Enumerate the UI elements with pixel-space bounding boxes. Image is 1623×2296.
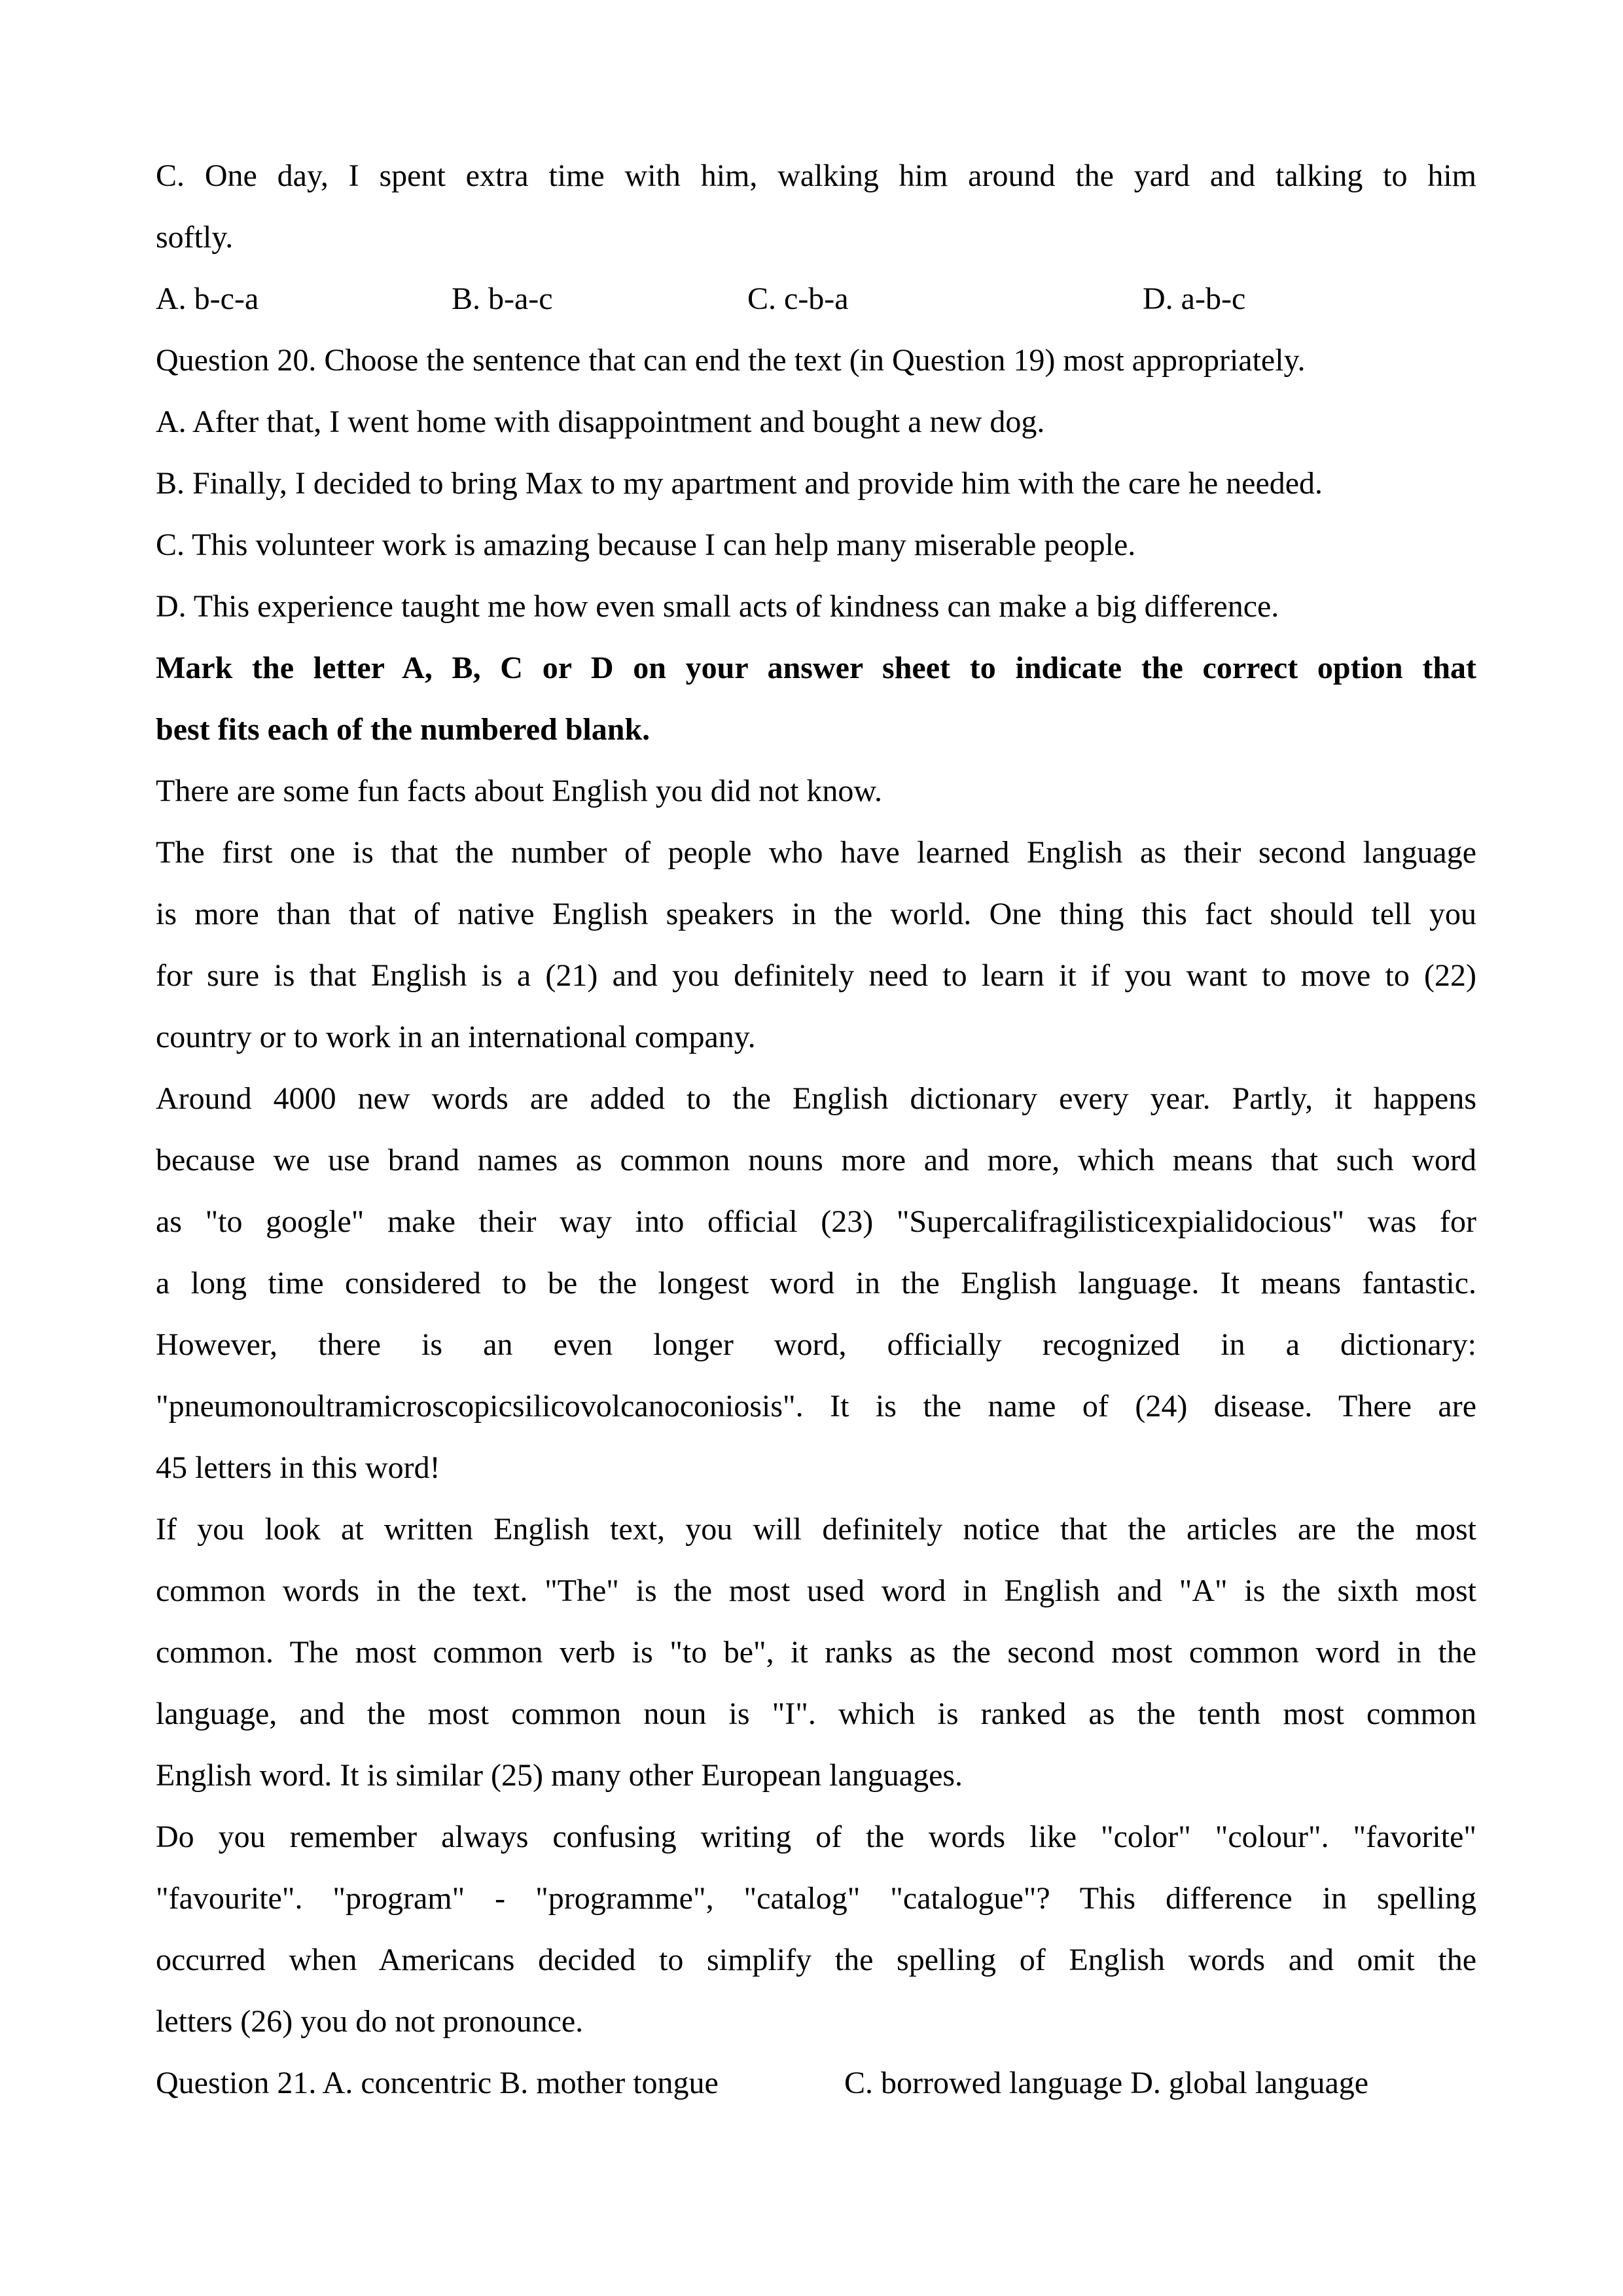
passage-p1-line3: for sure is that English is a (21) and you definitely need to learn it if you want to move to (22) [156,958,1476,993]
q21-rest: C. borrowed language D. global language [844,2066,1369,2100]
passage-p3-line2: common words in the text. "The" is the most used word in English and "A" is the sixth most [156,1573,1476,1608]
q19-answer-row [156,268,1476,330]
passage-p3-line5: English word. It is similar (25) many other European languages. [156,1758,963,1793]
q20-option-d: D. This experience taught me how even small acts of kindness can make a big difference. [156,589,1279,624]
passage-p2-line5: However, there is an even longer word, officially recognized in a dictionary: [156,1327,1476,1362]
q19-answer-c: C. c-b-a [747,281,849,316]
passage-p1-line2: is more than that of native English speakers in the world. One thing this fact should tell you [156,897,1476,931]
q21-label: Question 21. A. concentric B. mother tongue [156,2066,719,2100]
passage-p2-line3: as "to google" make their way into official (23) "Supercalifragilisticexpialidocious" was for [156,1204,1476,1239]
q20-option-a: A. After that, I went home with disappointment and bought a new dog. [156,404,1045,439]
passage-p4-line2: "favourite". "program" - "programme", "catalog" "catalogue"? This difference in spelling [156,1881,1476,1916]
passage-p2-line2: because we use brand names as common nouns more and more, which means that such word [156,1143,1476,1177]
q21-row [156,2053,1476,2114]
passage-p4-line3: occurred when Americans decided to simplify the spelling of English words and omit the [156,1943,1476,1977]
passage-p3-line1: If you look at written English text, you will definitely notice that the articles are the most [156,1512,1476,1547]
q19-answer-d: D. a-b-c [1143,281,1246,316]
passage-p4-line4: letters (26) you do not pronounce. [156,2004,584,2039]
passage-p2-line7: 45 letters in this word! [156,1450,440,1485]
instruction-line2: best fits each of the numbered blank. [156,712,651,747]
q19-option-c-line1: C. One day, I spent extra time with him, walking him around the yard and talking to him [156,158,1476,193]
q20-stem: Question 20. Choose the sentence that can end the text (in Question 19) most appropriately. [156,343,1306,378]
passage-p2-line4: a long time considered to be the longest word in the English language. It means fantastic. [156,1266,1476,1300]
q19-option-c-line2: softly. [156,220,234,255]
q19-answer-b: B. b-a-c [452,281,553,316]
passage-p3-line3: common. The most common verb is "to be", it ranks as the second most common word in the [156,1635,1476,1670]
instruction-line1: Mark the letter A, B, C or D on your answer sheet to indicate the correct option that [156,651,1476,685]
passage-p2-line1: Around 4000 new words are added to the English dictionary every year. Partly, it happens [156,1081,1476,1116]
document-page [156,145,1476,2114]
q19-answer-a: A. b-c-a [156,281,259,316]
passage-p4-line1: Do you remember always confusing writing of the words like "color" "colour". "favorite" [156,1820,1476,1854]
passage-p2-line6: "pneumonoultramicroscopicsilicovolcanoconiosis". It is the name of (24) disease. There are [156,1389,1476,1424]
q20-option-c: C. This volunteer work is amazing because I can help many miserable people. [156,528,1136,562]
q20-option-b: B. Finally, I decided to bring Max to my apartment and provide him with the care he needed. [156,466,1323,501]
passage-p1-line1: The first one is that the number of people who have learned English as their second language [156,835,1476,870]
passage-intro: There are some fun facts about English you did not know. [156,774,882,808]
passage-p3-line4: language, and the most common noun is "I". which is ranked as the tenth most common [156,1696,1476,1731]
passage-p1-line4: country or to work in an international company. [156,1020,756,1054]
